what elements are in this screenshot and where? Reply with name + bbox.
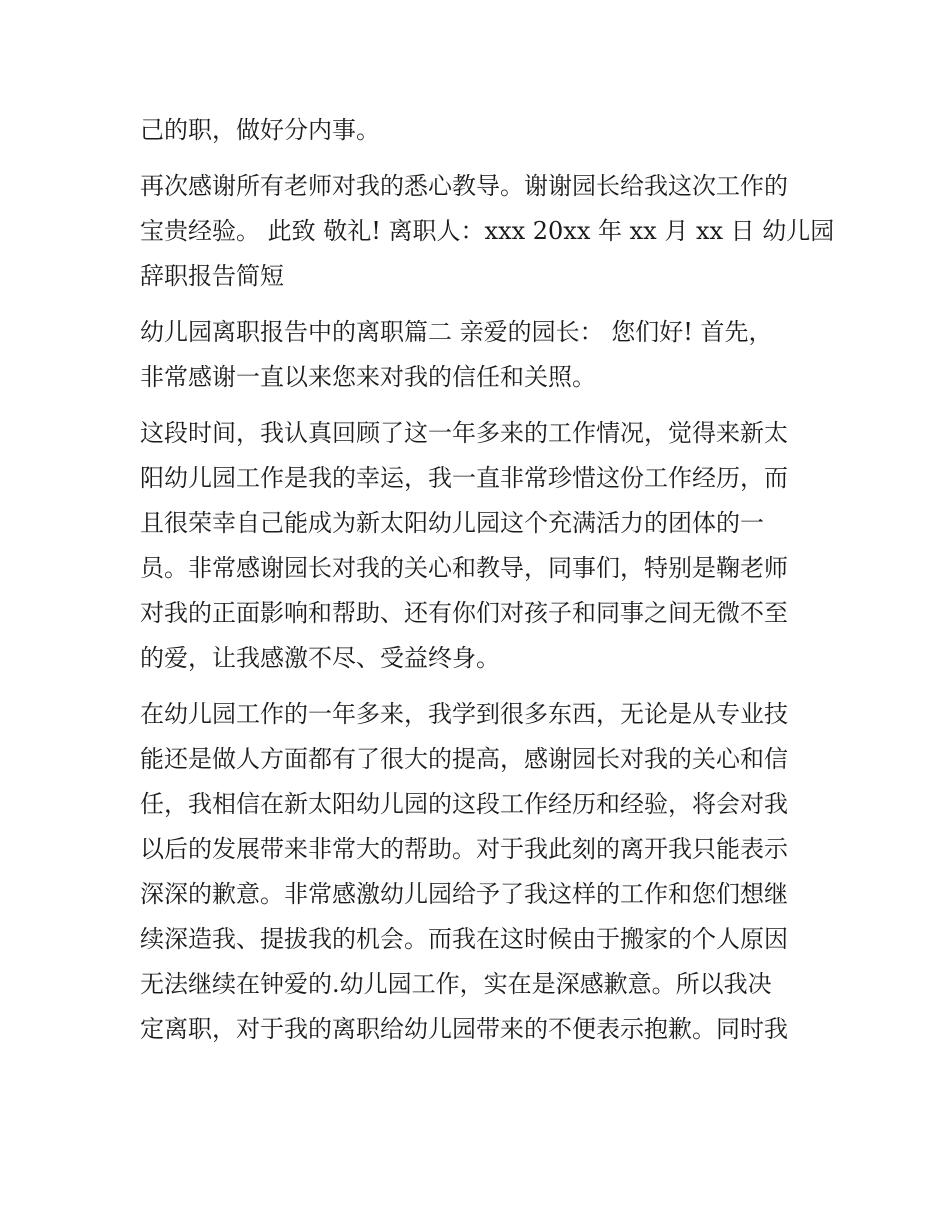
text-line: 且很荣幸自己能成为新太阳幼儿园这个充满活力的团体的一 [140,509,764,537]
text-line: 定离职，对于我的离职给幼儿园带来的不便表示抱歉。同时我 [140,1015,788,1043]
text-line: 无法继续在钟爱的.幼儿园工作，实在是深感歉意。所以我决 [140,970,772,998]
text-line: 幼儿园离职报告中的离职篇二 亲爱的园长： 您们好! 首先， [140,318,773,346]
document-body [140,108,835,1052]
text-line: 能还是做人方面都有了很大的提高，感谢园长对我的关心和信 [140,745,788,773]
text-line: 以后的发展带来非常大的帮助。对于我此刻的离开我只能表示 [140,835,788,863]
text-line: 对我的正面影响和帮助、还有你们对孩子和同事之间无微不至 [140,599,788,627]
text-line: 辞职报告简短 [140,262,284,290]
text-line: 非常感谢一直以来您来对我的信任和关照。 [140,363,596,391]
text-line: 阳幼儿园工作是我的幸运，我一直非常珍惜这份工作经历，而 [140,464,788,492]
text-line: 深深的歉意。非常感激幼儿园给予了我这样的工作和您们想继 [140,880,788,908]
text-line: 员。非常感谢园长对我的关心和教导，同事们，特别是鞠老师 [140,554,788,582]
text-line: 这段时间，我认真回顾了这一年多来的工作情况，觉得来新太 [140,419,788,447]
text-line: 己的职，做好分内事。 [140,116,380,144]
text-line: 任，我相信在新太阳幼儿园的这段工作经历和经验，将会对我 [140,790,788,818]
text-line: 续深造我、提拔我的机会。而我在这时候由于搬家的个人原因 [140,925,788,953]
text-line: 宝贵经验。 此致 敬礼! 离职人：xxx 20xx 年 xx 月 xx 日 幼儿园 [140,217,835,245]
text-line: 在幼儿园工作的一年多来，我学到很多东西，无论是从专业技 [140,700,788,728]
text-line: 再次感谢所有老师对我的悉心教导。谢谢园长给我这次工作的 [140,172,788,200]
text-line: 的爱，让我感激不尽、受益终身。 [140,644,500,672]
